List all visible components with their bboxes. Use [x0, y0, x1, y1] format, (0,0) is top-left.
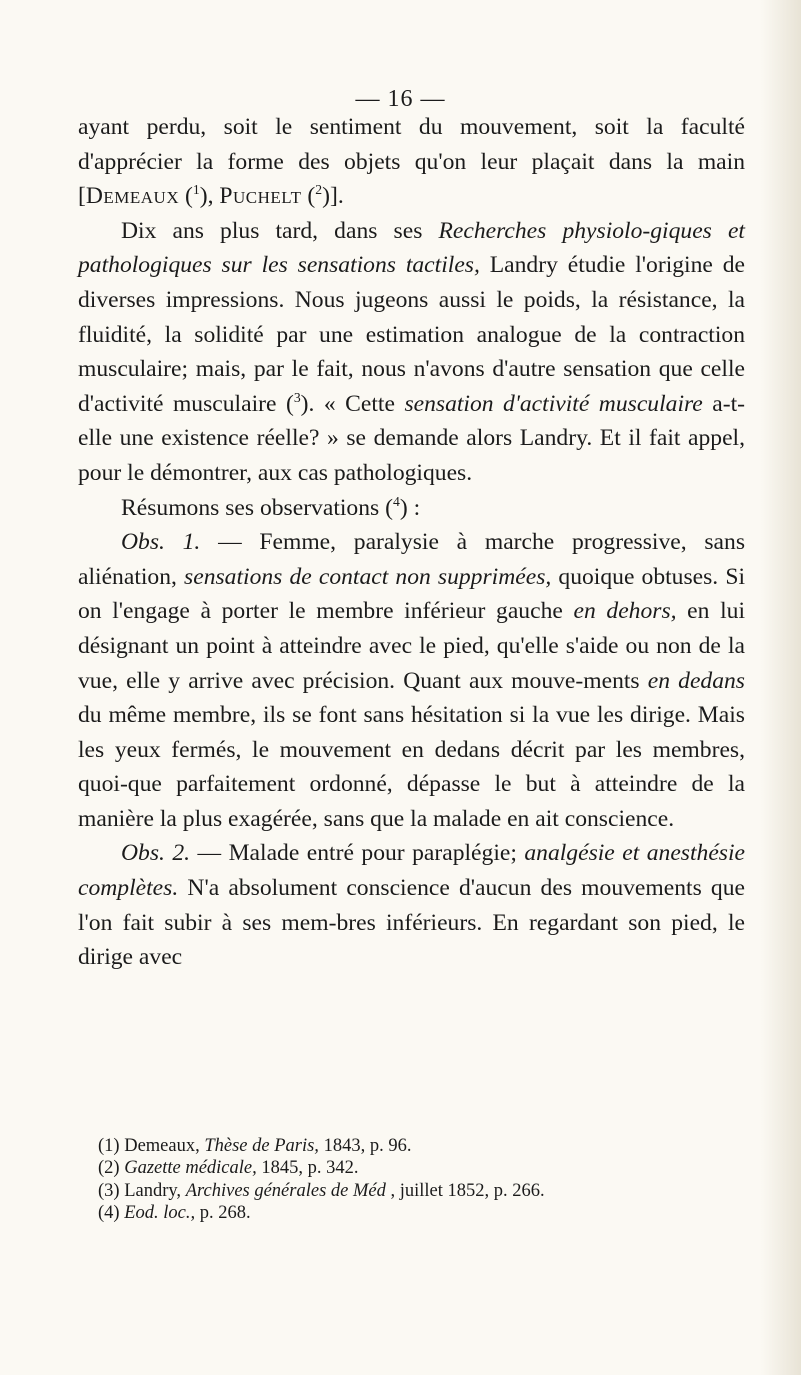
footnote-ref: 3 [293, 389, 301, 405]
paragraph-4: Obs. 1. — Femme, paralysie à marche progressive, sans aliénation, sensations de contact non supprimées, quoique obtuses. Si on l'engage à porter le membre inférieur gauche en dehors, en lui désignant un point à atteindre avec le pied, qu'elle s'aide ou non de la vue, elle y arrive avec précision. Quant aux mouve-ments en dedans du même membre, ils se font sans hésitation si la vue les dirige. Mais les yeux fermés, le mouvement en dedans décrit par les membres, quoi-que parfaitement ordonné, dépasse le but à atteindre de la manière la plus exagérée, sans que la malade en ait conscience. [78, 529, 746, 832]
footnote: (4) Eod. loc., p. 268. [98, 1203, 251, 1224]
emphasis: sensations de contact non supprimées, [184, 563, 552, 590]
emphasis: en dedans [647, 667, 745, 694]
paragraph-2: Dix ans plus tard, dans ses Recherches physiolo-giques et pathologiques sur les sensations tactiles, Landry étudie l'origine de diverses impressions. Nous jugeons aussi le poids, la résistance, la fluidité, la solidité par une estimation analogue de la contraction musculaire; mais, par le fait, nous n'avons d'autre sensation que celle d'activité musculaire ($^3$). « Cette sensation d'activité musculaire a-t-elle une existence réelle? » se demande alors Landry. Et il fait appel, pour le démontrer, aux cas pathologiques. [78, 217, 746, 486]
observation-label: Obs. 1. [121, 529, 201, 556]
emphasis: sensation d'activité musculaire [404, 390, 703, 417]
body-text [78, 110, 745, 975]
paragraph-1: ayant perdu, soit le sentiment du mouvement, soit la faculté d'apprécier la forme des objets qu'on leur plaçait dans la main [Demeaux ($^1$), Puchelt ($^2$)]. [78, 114, 745, 210]
book-title: Recherches physiolo-giques et pathologiques sur les sensations tactiles, [78, 217, 745, 279]
paragraph-3: Résumons ses observations ($^4$) : [121, 493, 421, 521]
emphasis: analgésie et anesthésie complètes. [78, 840, 746, 902]
author-name: Demeaux [85, 183, 180, 210]
footnote-ref: 4 [392, 493, 400, 509]
footnotes [98, 1135, 758, 1225]
page-number: — 16 — [355, 86, 446, 112]
observation-label: Obs. 2. [121, 840, 191, 867]
footnote-ref: 1 [192, 182, 200, 198]
footnote: (2) Gazette médicale, 1845, p. 342. [98, 1158, 359, 1179]
footnote: (1) Demeaux, Thèse de Paris, 1843, p. 96. [98, 1136, 412, 1156]
footnote: (3) Landry, Archives générales de Méd , juillet 1852, p. 266. [98, 1180, 545, 1201]
footnote-ref: 2 [315, 182, 323, 198]
author-name: Puchelt [219, 183, 302, 210]
paragraph-5: Obs. 2. — Malade entré pour paraplégie; analgésie et anesthésie complètes. N'a absolument conscience d'aucun des mouvements que l'on fait subir à ses mem-bres inférieurs. En regardant son pied, le dirige avec [78, 840, 746, 971]
emphasis: en dehors, [573, 598, 677, 625]
